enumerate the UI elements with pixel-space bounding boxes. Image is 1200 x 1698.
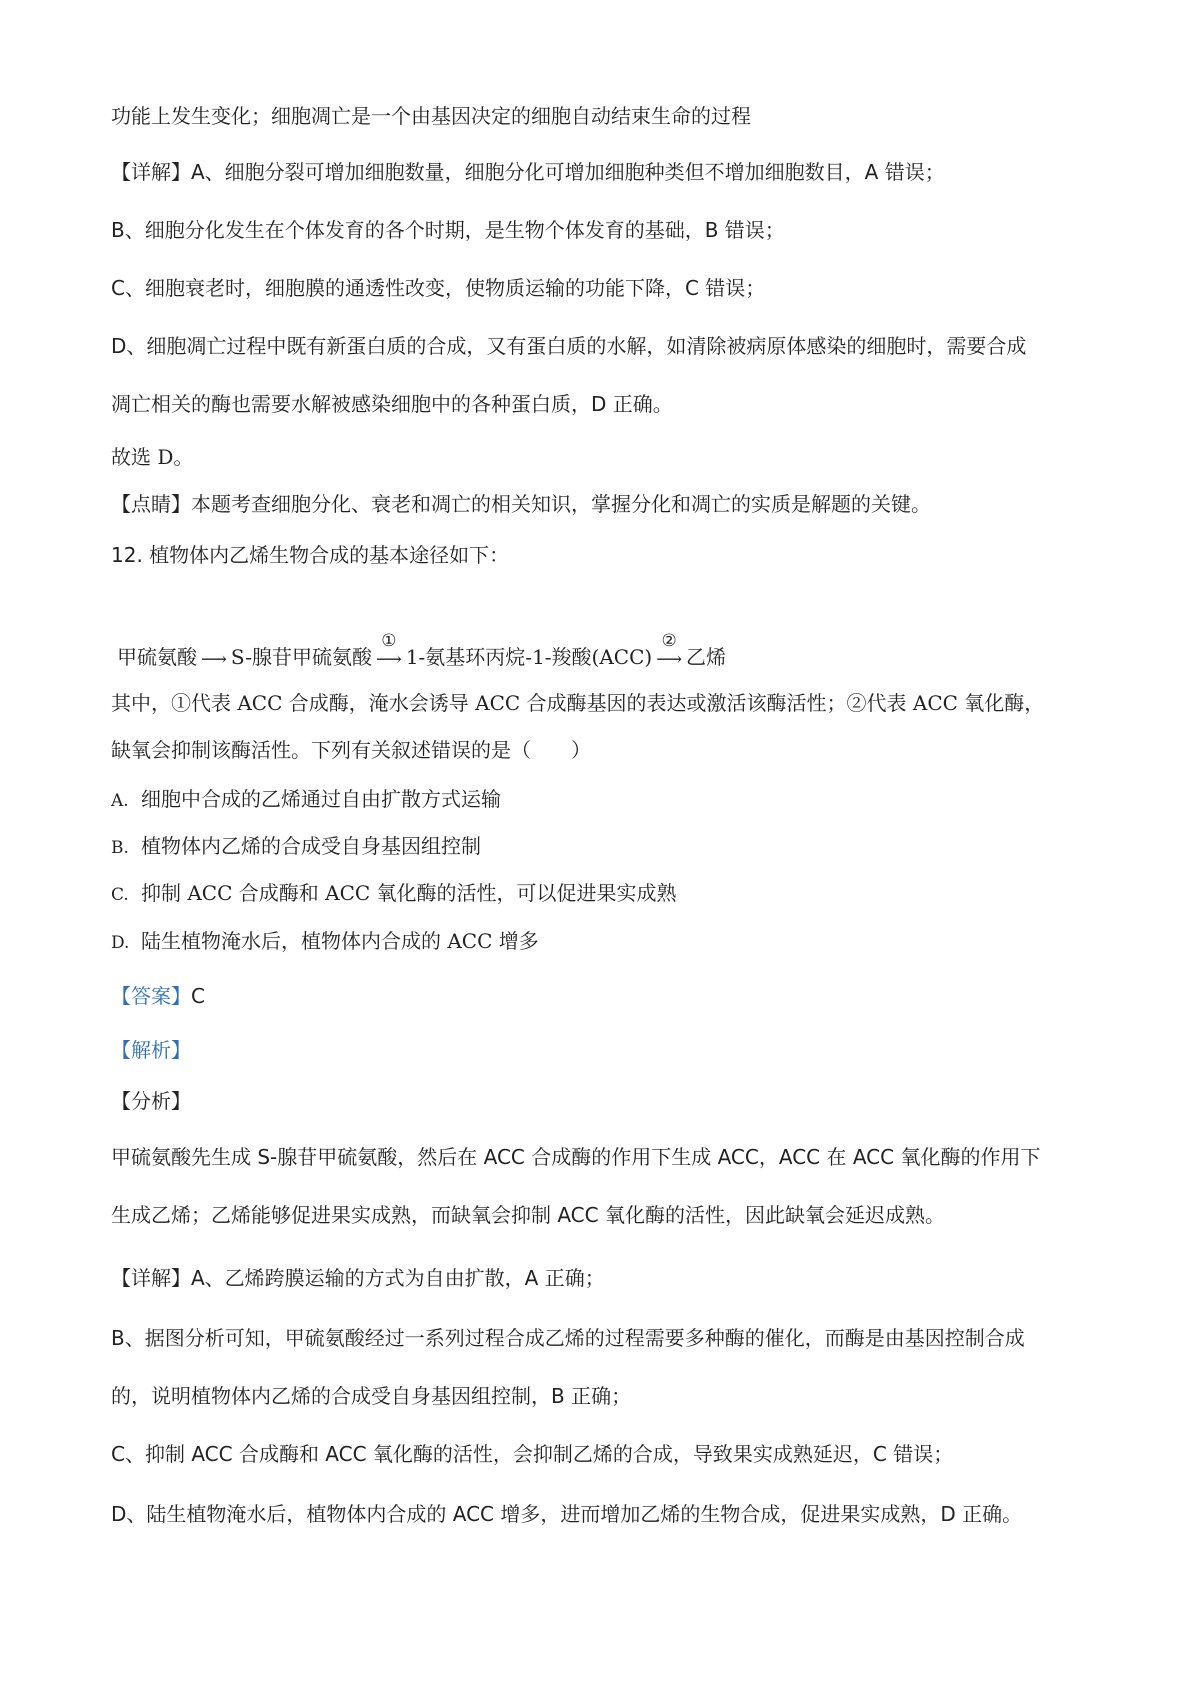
- q11-detail-b: B、细胞分化发生在个体发育的各个时期，是生物个体发育的基础，B 错误；: [111, 218, 785, 242]
- pathway-arrow-2: [376, 633, 402, 671]
- pathway-arrow-3: [656, 633, 682, 671]
- q11-detail-a: 【详解】A、细胞分裂可增加细胞数量，细胞分化可增加细胞种类但不增加细胞数目，A 错误；: [111, 160, 945, 184]
- pathway-step-2-label: ②: [661, 631, 677, 651]
- pathway-node-sam: S-腺苷甲硫氨酸: [230, 645, 373, 669]
- pathway-node-ethylene: 乙烯: [686, 645, 727, 669]
- q12-detail-b-cont: 的，说明植物体内乙烯的合成受自身基因组控制，B 正确；: [111, 1384, 632, 1408]
- q11-choose: 故选 D。: [111, 445, 194, 469]
- option-letter: A.: [111, 791, 129, 811]
- q12-option-c: [111, 879, 677, 909]
- q11-comment: 【点睛】本题考查细胞分化、衰老和凋亡的相关知识，掌握分化和凋亡的实质是解题的关键。: [111, 492, 931, 516]
- ethylene-pathway-diagram: [117, 627, 726, 671]
- q12-detail-b: B、据图分析可知，甲硫氨酸经过一系列过程合成乙烯的过程需要多种酶的催化，而酶是由基因控制合成: [111, 1326, 1025, 1350]
- pathway-step-1-label: ①: [381, 631, 397, 651]
- arrow-icon: ⟶: [376, 649, 402, 670]
- pathway-node-methionine: 甲硫氨酸: [117, 645, 197, 669]
- q12-analysis-1: 甲硫氨酸先生成 S-腺苷甲硫氨酸，然后在 ACC 合成酶的作用下生成 ACC，ACC 在 ACC 氧化酶的作用下: [111, 1145, 1041, 1169]
- q12-desc-1: 其中，①代表 ACC 合成酶，淹水会诱导 ACC 合成酶基因的表达或激活该酶活性；②代表 ACC 氧化酶，: [111, 691, 1045, 715]
- q12-detail-c: C、抑制 ACC 合成酶和 ACC 氧化酶的活性，会抑制乙烯的合成，导致果实成熟延迟，C 错误；: [111, 1442, 954, 1466]
- option-letter: D.: [111, 933, 130, 953]
- q12-answer: [111, 982, 205, 1010]
- option-text: 细胞中合成的乙烯通过自由扩散方式运输: [141, 787, 501, 811]
- arrow-icon: ⟶: [656, 649, 683, 670]
- option-text: 植物体内乙烯的合成受自身基因组控制: [141, 834, 481, 858]
- pathway-arrow-1: [201, 633, 227, 671]
- q12-detail-a: 【详解】A、乙烯跨膜运输的方式为自由扩散，A 正确；: [111, 1266, 605, 1290]
- q12-analysis-label: 【解析】: [111, 1038, 191, 1062]
- q11-continuation: 功能上发生变化；细胞凋亡是一个由基因决定的细胞自动结束生命的过程: [111, 104, 751, 128]
- option-letter: C.: [111, 885, 129, 905]
- answer-label: 【答案】: [111, 984, 191, 1008]
- arrow-icon: ⟶: [201, 649, 227, 670]
- q12-option-d: [111, 927, 539, 957]
- q12-analysis-2: 生成乙烯；乙烯能够促进果实成熟，而缺氧会抑制 ACC 氧化酶的活性，因此缺氧会延迟成熟。: [111, 1203, 945, 1227]
- option-text: 陆生植物淹水后，植物体内合成的 ACC 增多: [141, 929, 539, 953]
- q11-detail-d: D、细胞凋亡过程中既有新蛋白质的合成，又有蛋白质的水解，如清除被病原体感染的细胞时，需要合成: [111, 334, 1027, 358]
- q12-desc-2: 缺氧会抑制该酶活性。下列有关叙述错误的是（ ）: [111, 738, 591, 762]
- q11-detail-d-cont: 凋亡相关的酶也需要水解被感染细胞中的各种蛋白质，D 正确。: [111, 392, 673, 416]
- q12-option-b: [111, 832, 481, 862]
- option-text: 抑制 ACC 合成酶和 ACC 氧化酶的活性，可以促进果实成熟: [141, 881, 677, 905]
- answer-value: C: [191, 984, 205, 1008]
- q12-analyze-label: 【分析】: [111, 1089, 191, 1113]
- q11-detail-c: C、细胞衰老时，细胞膜的通透性改变，使物质运输的功能下降，C 错误；: [111, 276, 766, 300]
- option-letter: B.: [111, 838, 129, 858]
- q12-stem: 12. 植物体内乙烯生物合成的基本途径如下：: [111, 543, 510, 567]
- pathway-node-acc: 1-氨基环丙烷-1-羧酸(ACC): [405, 645, 653, 669]
- q12-option-a: [111, 785, 501, 815]
- q12-detail-d: D、陆生植物淹水后，植物体内合成的 ACC 增多，进而增加乙烯的生物合成，促进果实成熟，D 正确。: [111, 1502, 1023, 1526]
